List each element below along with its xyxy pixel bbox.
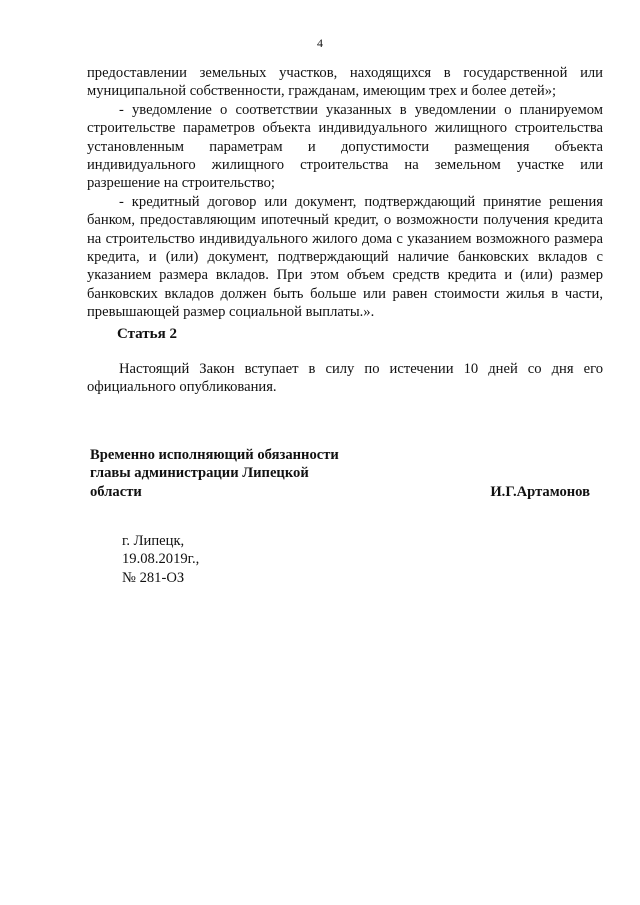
place-city: г. Липецк, (122, 533, 185, 549)
signer-name: И.Г.Артамонов (490, 483, 590, 500)
signature-block (90, 446, 590, 501)
article-heading: Статья 2 (117, 326, 177, 342)
paragraph-notification-item: - уведомление о соответствии указанных в уведомлении о планируемом строительстве параметров объекта индивидуального жилищного строительства установленным параметрам и допустимости размещения объекта индивидуального жилищного строительства на земельном участке или разрешение на строительство; (87, 101, 603, 192)
document-number: № 281-ОЗ (122, 569, 185, 586)
signer-title-line-3: области (90, 483, 142, 500)
signer-title-line-1: Временно исполняющий обязанности (90, 447, 339, 463)
signer-title-line-2: главы администрации Липецкой (90, 465, 309, 482)
document-body (87, 64, 603, 322)
paragraph-continuation: предоставлении земельных участков, находящихся в государственной или муниципальной собственности, гражданам, имеющим трех и более детей»; (87, 65, 603, 100)
article-text: Настоящий Закон вступает в силу по истечении 10 дней со дня его официального опубликования. (87, 361, 603, 396)
document-date: 19.08.2019г., (122, 551, 200, 568)
paragraph-credit-agreement-item: - кредитный договор или документ, подтверждающий принятие решения банком, предоставляющим ипотечный кредит, о возможности получения кредита на строительство индивидуального жилого дома с указанием возможного размера кредита, и (или) документ, подтверждающий наличие банковских вкладов с указанием размера вкладов. При этом объем средств кредита и (или) размер банковских вкладов должен быть больше или равен стоимости жилья в части, превышающей размер социальной выплаты.». (87, 193, 603, 321)
place-date-number-block (122, 532, 199, 587)
page-number: 4 (317, 36, 323, 50)
